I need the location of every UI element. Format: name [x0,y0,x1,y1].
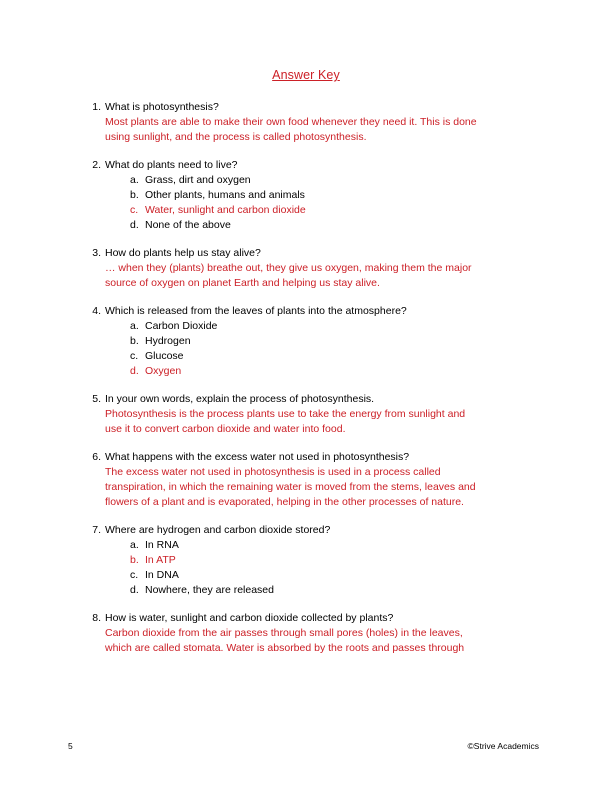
answer-line: which are called stomata. Water is absorbed by the roots and passes through [105,642,465,654]
option-label: Water, sunlight and carbon dioxide [145,204,306,216]
option-item-correct[interactable] [86,203,536,218]
answer-line: Most plants are able to make their own food whenever they need it. This is done [105,116,477,128]
option-label: In ATP [145,554,176,566]
question-prompt: What is photosynthesis? [105,101,219,113]
option-letter: a. [130,320,139,332]
question-prompt-row [86,523,536,538]
answer-line: source of oxygen on planet Earth and helping us stay alive. [105,277,380,289]
question-prompt: How do plants help us stay alive? [105,247,261,259]
answer-line: transpiration, in which the remaining water is moved from the stems, leaves and [105,481,476,493]
option-label: Grass, dirt and oxygen [145,174,251,186]
answer-line: Photosynthesis is the process plants use to take the energy from sunlight and [105,408,466,420]
option-label: In RNA [145,539,179,551]
option-item[interactable] [86,188,536,203]
question-list [86,100,536,669]
answer-line: using sunlight, and the process is called photosynthesis. [105,131,367,143]
question-prompt-row [86,246,536,261]
question-prompt: Where are hydrogen and carbon dioxide stored? [105,524,331,536]
answer-line: … when they (plants) breathe out, they give us oxygen, making them the major [105,262,472,274]
question-block [86,611,536,656]
question-answer [86,626,535,656]
option-item[interactable] [86,568,536,583]
question-number: 6. [92,451,101,463]
option-label: Hydrogen [145,335,191,347]
question-block [86,246,536,291]
question-number: 2. [92,159,101,171]
option-letter: d. [130,219,139,231]
question-block [86,304,536,379]
question-prompt: How is water, sunlight and carbon dioxide collected by plants? [105,612,394,624]
option-item[interactable] [86,334,536,349]
question-prompt: What happens with the excess water not used in photosynthesis? [105,451,410,463]
question-answer [86,261,535,291]
option-item[interactable] [86,583,536,598]
question-prompt-row [86,392,536,407]
option-list [86,319,536,379]
question-number: 3. [92,247,101,259]
question-answer [86,407,535,437]
question-number: 4. [92,305,101,317]
option-item-correct[interactable] [86,364,536,379]
question-prompt-row [86,450,536,465]
footer-page-number: 5 [68,741,73,751]
option-label: Oxygen [145,365,182,377]
page-footer [68,738,544,754]
question-prompt-row [86,304,536,319]
option-letter: b. [130,335,139,347]
option-list [86,538,536,598]
option-letter: b. [130,189,139,201]
question-block [86,392,536,437]
question-prompt: Which is released from the leaves of plants into the atmosphere? [105,305,407,317]
option-label: Other plants, humans and animals [145,189,305,201]
option-letter: c. [130,204,139,216]
question-answer [86,465,535,510]
option-letter: d. [130,584,139,596]
question-prompt-row [86,100,536,115]
page-title: Answer Key [272,68,340,82]
question-prompt-row [86,158,536,173]
option-letter: b. [130,554,139,566]
option-item[interactable] [86,538,536,553]
option-item[interactable] [86,349,536,364]
question-number: 7. [92,524,101,536]
answer-line: flowers of a plant and is evaporated, helping in the other processes of nature. [105,496,464,508]
option-item-correct[interactable] [86,553,536,568]
option-item[interactable] [86,218,536,233]
option-letter: c. [130,569,139,581]
option-item[interactable] [86,173,536,188]
question-prompt: In your own words, explain the process of photosynthesis. [105,393,375,405]
answer-line: use it to convert carbon dioxide and water into food. [105,423,346,435]
answer-line: Carbon dioxide from the air passes through small pores (holes) in the leaves, [105,627,463,639]
question-answer [86,115,535,145]
option-list [86,173,536,233]
option-label: Glucose [145,350,184,362]
question-block [86,158,536,233]
option-label: Carbon Dioxide [145,320,218,332]
question-block [86,100,536,145]
option-label: Nowhere, they are released [145,584,274,596]
option-letter: d. [130,365,139,377]
question-prompt-row [86,611,536,626]
option-letter: a. [130,539,139,551]
question-number: 1. [92,101,101,113]
option-label: In DNA [145,569,179,581]
option-label: None of the above [145,219,231,231]
option-letter: c. [130,350,139,362]
question-prompt: What do plants need to live? [105,159,238,171]
question-block [86,523,536,598]
question-number: 8. [92,612,101,624]
question-number: 5. [92,393,101,405]
question-block [86,450,536,510]
answer-line: The excess water not used in photosynthesis is used in a process called [105,466,441,478]
footer-copyright: ©Strive Academics [467,741,539,751]
option-item[interactable] [86,319,536,334]
option-letter: a. [130,174,139,186]
